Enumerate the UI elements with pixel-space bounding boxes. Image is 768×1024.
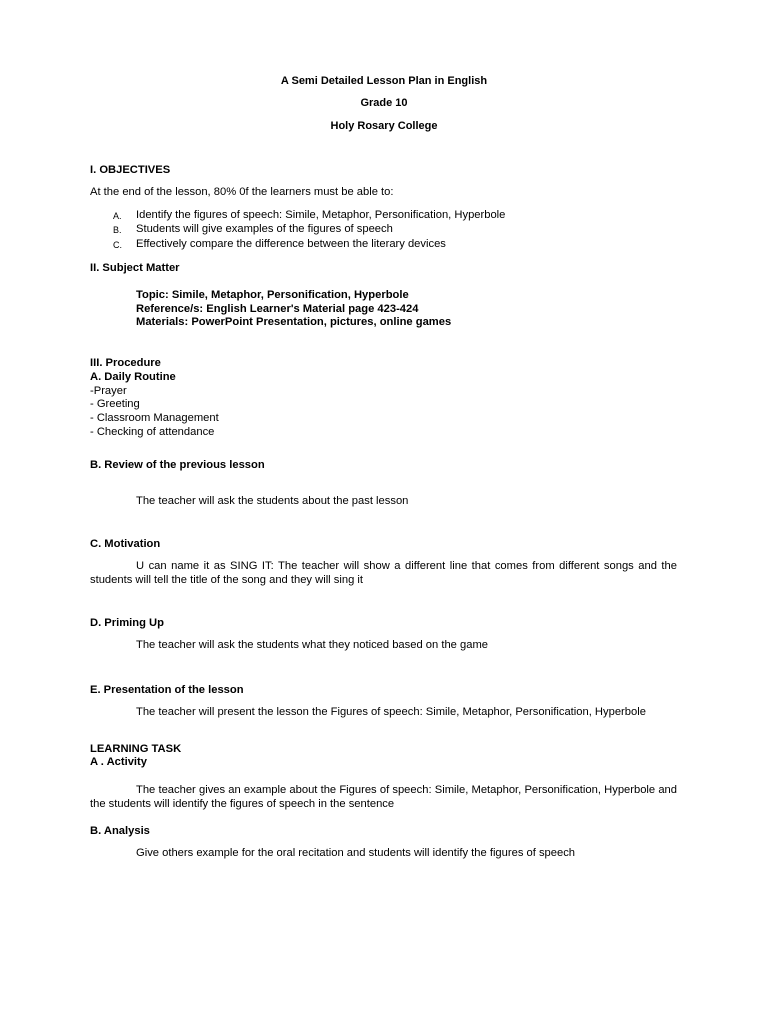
objective-item: Students will give examples of the figures of speech (136, 223, 393, 235)
daily-routine-heading: A. Daily Routine (90, 371, 176, 383)
routine-item: - Greeting (90, 398, 140, 410)
analysis-heading: B. Analysis (90, 825, 150, 837)
presentation-heading: E. Presentation of the lesson (90, 684, 244, 696)
learning-task-heading: LEARNING TASK (90, 743, 182, 755)
review-heading: B. Review of the previous lesson (90, 459, 265, 471)
motivation-text-content: U can name it as SING IT: The teacher will show a different line that comes from different songs and the students will tell the title of the song and they will sing it (90, 560, 677, 586)
analysis-text: Give others example for the oral recitation and students will identify the figures of speech (136, 847, 576, 859)
subject-matter-heading: II. Subject Matter (90, 262, 180, 274)
activity-text (90, 783, 677, 811)
activity-text-content: The teacher gives an example about the Figures of speech: Simile, Metaphor, Personification, Hyperbole and the students will identify the figures of speech in the sentence (90, 784, 677, 810)
routine-item: - Checking of attendance (90, 426, 215, 438)
review-text: The teacher will ask the students about the past lesson (136, 495, 409, 507)
subject-reference: Reference/s: English Learner's Material page 423-424 (136, 303, 419, 315)
subject-topic: Topic: Simile, Metaphor, Personification, Hyperbole (136, 289, 409, 301)
school-name: Holy Rosary College (330, 120, 438, 132)
objectives-intro: At the end of the lesson, 80% 0f the learners must be able to: (90, 186, 394, 198)
motivation-text (90, 559, 677, 587)
priming-heading: D. Priming Up (90, 617, 164, 629)
motivation-heading: C. Motivation (90, 538, 161, 550)
routine-item: -Prayer (90, 385, 127, 397)
objective-letter: C. (113, 240, 122, 250)
grade-label: Grade 10 (360, 97, 408, 109)
presentation-text-content: The teacher will present the lesson the Figures of speech: Simile, Metaphor, Personification, Hyperbole (136, 706, 646, 718)
objective-item: Identify the figures of speech: Simile, Metaphor, Personification, Hyperbole (136, 209, 506, 221)
objective-letter: B. (113, 225, 122, 235)
priming-text: The teacher will ask the students what they noticed based on the game (136, 639, 488, 651)
routine-item: - Classroom Management (90, 412, 219, 424)
document-title: A Semi Detailed Lesson Plan in English (280, 75, 488, 87)
subject-materials: Materials: PowerPoint Presentation, pictures, online games (136, 316, 452, 328)
activity-heading: A . Activity (90, 756, 147, 768)
objective-letter: A. (113, 211, 122, 221)
objectives-heading: I. OBJECTIVES (90, 164, 171, 176)
presentation-text (90, 705, 677, 719)
procedure-heading: III. Procedure (90, 357, 161, 369)
objective-item: Effectively compare the difference between the literary devices (136, 238, 446, 250)
